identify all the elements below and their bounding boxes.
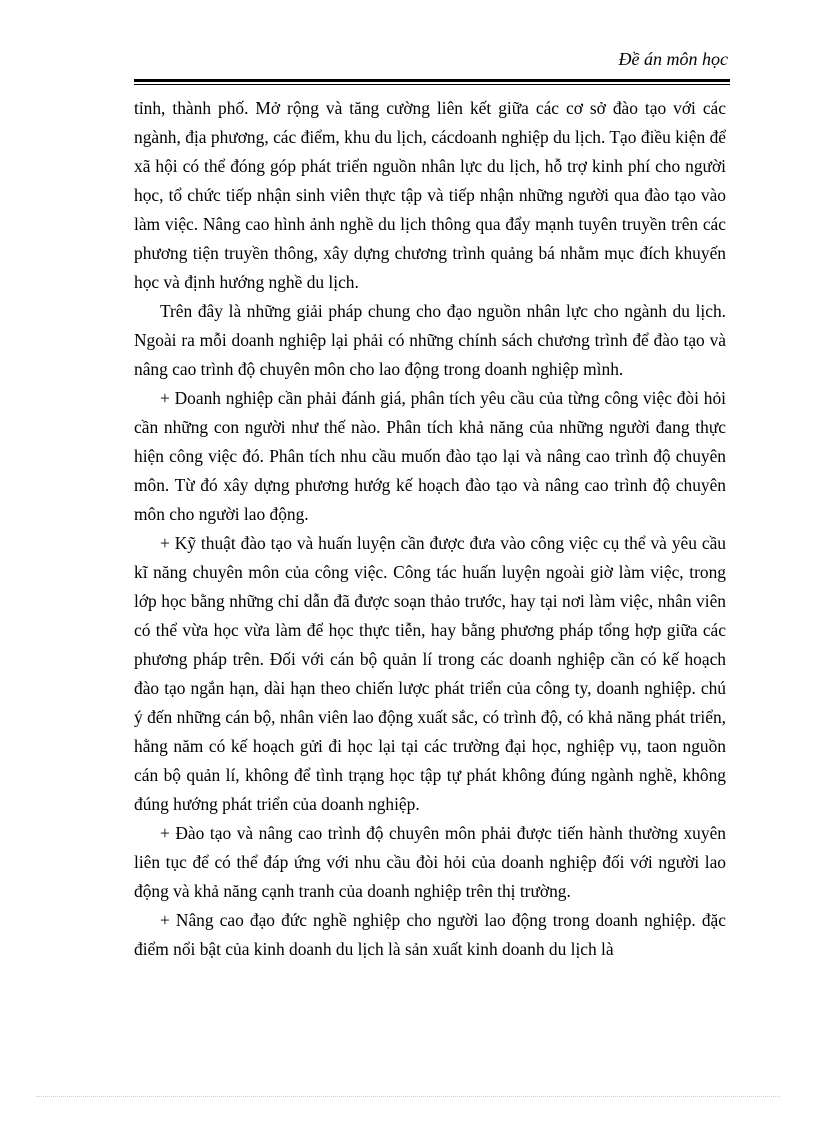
header-rule-thin xyxy=(134,84,730,85)
paragraph-continued: tỉnh, thành phố. Mở rộng và tăng cường liên kết giữa các cơ sở đào tạo với các ngành, địa phương, các điểm, khu du lịch, cácdoanh nghiệp du lịch. Tạo điều kiện để xã hội có thể đóng góp phát triển nguồn nhân lực du lịch, hỗ trợ kinh phí cho người học, tổ chức tiếp nhận sinh viên thực tập và tiếp nhận những người qua đào tạo vào làm việc. Nâng cao hình ảnh nghề du lịch thông qua đẩy mạnh tuyên truyền trên các phương tiện truyền thông, xây dựng chương trình quảng bá nhằm mục đích khuyến học và định hướng nghề du lịch. xyxy=(134,98,726,292)
paragraph-summary: Trên đây là những giải pháp chung cho đạo nguồn nhân lực cho ngành du lịch. Ngoài ra mỗi doanh nghiệp lại phải có những chính sách chương trình để đào tạo và nâng cao trình độ chuyên môn cho lao động trong doanh nghiệp mình. xyxy=(134,301,726,379)
header-rule-thick xyxy=(134,79,730,82)
body-text xyxy=(134,94,726,964)
paragraph-bullet-professional-ethics: + Nâng cao đạo đức nghề nghiệp cho người lao động trong doanh nghiệp. đặc điểm nổi bật của kinh doanh du lịch là sản xuất kinh doanh du lịch là xyxy=(134,910,726,959)
paragraph-bullet-training-techniques: + Kỹ thuật đào tạo và huấn luyện cần được đưa vào công việc cụ thể và yêu cầu kĩ năng chuyên môn của công việc. Công tác huấn luyện ngoài giờ làm việc, trong lớp học bằng những chỉ dẫn đã được soạn thảo trước, hay tại nơi làm việc, nhân viên có thể vừa học vừa làm để học thực tiễn, hay bằng phương pháp tổng hợp giữa các phương pháp trên. Đối với cán bộ quản lí trong các doanh nghiệp cần có kế hoạch đào tạo ngắn hạn, dài hạn theo chiến lược phát triển của công ty, doanh nghiệp. chú ý đến những cán bộ, nhân viên lao động xuất sắc, có trình độ, có khả năng phát triển, hằng năm có kế hoạch gửi đi học lại tại các trường đại học, nghiệp vụ, taon nguồn cán bộ quản lí, không để tình trạng học tập tự phát không đúng ngành nghề, không đúng hướng phát triển của doanh nghiệp. xyxy=(134,533,726,814)
paragraph-bullet-assessment: + Doanh nghiệp cần phải đánh giá, phân tích yêu cầu của từng công việc đòi hỏi cần những con người như thế nào. Phân tích khả năng của những người đang thực hiện công việc đó. Phân tích nhu cầu muốn đào tạo lại và nâng cao trình độ chuyên môn. Từ đó xây dựng phương hướg kế hoạch đào tạo và nâng cao trình độ chuyên môn cho người lao động. xyxy=(134,388,726,524)
header-title: Đề án môn học xyxy=(618,49,728,69)
paragraph-bullet-continuous-training: + Đào tạo và nâng cao trình độ chuyên môn phải được tiến hành thường xuyên liên tục để có thể đáp ứng với nhu cầu đòi hỏi của doanh nghiệp đối với người lao động và khả năng cạnh tranh của doanh nghiệp trên thị trường. xyxy=(134,823,726,901)
footer-rule xyxy=(36,1096,780,1097)
